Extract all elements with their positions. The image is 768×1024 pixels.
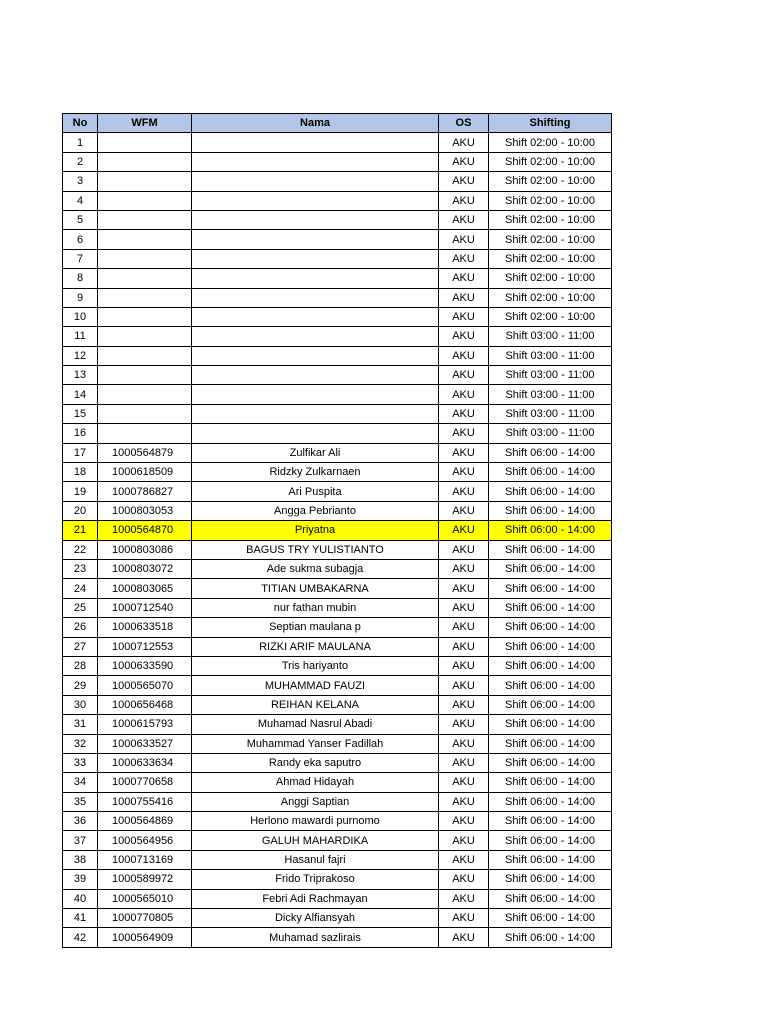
cell-wfm: 1000565010	[98, 889, 192, 908]
cell-os: AKU	[439, 676, 489, 695]
cell-shifting: Shift 06:00 - 14:00	[489, 773, 612, 792]
cell-wfm	[98, 327, 192, 346]
table-row	[63, 676, 612, 695]
cell-no: 14	[63, 385, 98, 404]
cell-shifting: Shift 02:00 - 10:00	[489, 210, 612, 229]
table-row	[63, 889, 612, 908]
cell-wfm	[98, 366, 192, 385]
cell-shifting: Shift 03:00 - 11:00	[489, 327, 612, 346]
cell-no: 30	[63, 695, 98, 714]
cell-wfm	[98, 307, 192, 326]
cell-nama: Zulfikar Ali	[192, 443, 439, 462]
cell-no: 15	[63, 404, 98, 423]
table-body	[63, 133, 612, 947]
cell-nama	[192, 269, 439, 288]
cell-nama	[192, 172, 439, 191]
cell-nama: RIZKI ARIF MAULANA	[192, 637, 439, 656]
cell-no: 28	[63, 656, 98, 675]
cell-no: 23	[63, 559, 98, 578]
cell-shifting: Shift 06:00 - 14:00	[489, 598, 612, 617]
cell-nama	[192, 191, 439, 210]
cell-wfm: 1000712540	[98, 598, 192, 617]
cell-shifting: Shift 06:00 - 14:00	[489, 928, 612, 947]
cell-wfm: 1000564879	[98, 443, 192, 462]
cell-wfm: 1000633634	[98, 753, 192, 772]
table-row	[63, 870, 612, 889]
cell-os: AKU	[439, 928, 489, 947]
cell-nama	[192, 249, 439, 268]
cell-os: AKU	[439, 734, 489, 753]
cell-shifting: Shift 02:00 - 10:00	[489, 249, 612, 268]
cell-shifting: Shift 06:00 - 14:00	[489, 831, 612, 850]
cell-wfm: 1000565070	[98, 676, 192, 695]
cell-shifting: Shift 06:00 - 14:00	[489, 443, 612, 462]
table-row	[63, 579, 612, 598]
table-row	[63, 637, 612, 656]
cell-shifting: Shift 06:00 - 14:00	[489, 463, 612, 482]
cell-nama: Muhamad Nasrul Abadi	[192, 715, 439, 734]
cell-no: 4	[63, 191, 98, 210]
table-row	[63, 656, 612, 675]
cell-nama	[192, 133, 439, 152]
cell-shifting: Shift 06:00 - 14:00	[489, 850, 612, 869]
table-row	[63, 443, 612, 462]
table-row	[63, 346, 612, 365]
table-row	[63, 230, 612, 249]
cell-no: 20	[63, 501, 98, 520]
cell-nama	[192, 230, 439, 249]
shift-schedule-table	[62, 113, 612, 948]
cell-os: AKU	[439, 133, 489, 152]
cell-wfm: 1000803086	[98, 540, 192, 559]
cell-wfm	[98, 210, 192, 229]
cell-os: AKU	[439, 443, 489, 462]
cell-shifting: Shift 06:00 - 14:00	[489, 792, 612, 811]
cell-wfm: 1000633590	[98, 656, 192, 675]
table-row	[63, 521, 612, 540]
cell-no: 40	[63, 889, 98, 908]
cell-no: 38	[63, 850, 98, 869]
table-row	[63, 307, 612, 326]
cell-os: AKU	[439, 269, 489, 288]
cell-os: AKU	[439, 404, 489, 423]
cell-shifting: Shift 02:00 - 10:00	[489, 230, 612, 249]
cell-nama	[192, 152, 439, 171]
cell-shifting: Shift 06:00 - 14:00	[489, 889, 612, 908]
cell-no: 24	[63, 579, 98, 598]
cell-wfm: 1000589972	[98, 870, 192, 889]
cell-no: 7	[63, 249, 98, 268]
cell-os: AKU	[439, 812, 489, 831]
cell-no: 1	[63, 133, 98, 152]
cell-wfm: 1000770805	[98, 909, 192, 928]
table-row	[63, 424, 612, 443]
cell-nama	[192, 210, 439, 229]
cell-no: 12	[63, 346, 98, 365]
cell-shifting: Shift 02:00 - 10:00	[489, 307, 612, 326]
cell-nama: Herlono mawardi purnomo	[192, 812, 439, 831]
header-nama: Nama	[192, 114, 439, 133]
cell-no: 17	[63, 443, 98, 462]
cell-os: AKU	[439, 773, 489, 792]
cell-nama	[192, 366, 439, 385]
cell-shifting: Shift 03:00 - 11:00	[489, 346, 612, 365]
cell-nama	[192, 385, 439, 404]
table-row	[63, 269, 612, 288]
cell-wfm	[98, 404, 192, 423]
table-row	[63, 482, 612, 501]
cell-nama: Angga Pebrianto	[192, 501, 439, 520]
table-row	[63, 928, 612, 947]
table-row	[63, 618, 612, 637]
cell-shifting: Shift 06:00 - 14:00	[489, 909, 612, 928]
cell-os: AKU	[439, 424, 489, 443]
table-row	[63, 753, 612, 772]
cell-wfm: 1000564870	[98, 521, 192, 540]
cell-shifting: Shift 06:00 - 14:00	[489, 870, 612, 889]
table-row	[63, 715, 612, 734]
table-row	[63, 210, 612, 229]
cell-os: AKU	[439, 870, 489, 889]
cell-no: 25	[63, 598, 98, 617]
cell-nama	[192, 424, 439, 443]
cell-nama: GALUH MAHARDIKA	[192, 831, 439, 850]
cell-no: 26	[63, 618, 98, 637]
cell-os: AKU	[439, 385, 489, 404]
table-row	[63, 501, 612, 520]
cell-no: 41	[63, 909, 98, 928]
cell-shifting: Shift 06:00 - 14:00	[489, 540, 612, 559]
cell-wfm	[98, 191, 192, 210]
cell-nama: Ade sukma subagja	[192, 559, 439, 578]
cell-wfm: 1000712553	[98, 637, 192, 656]
cell-no: 2	[63, 152, 98, 171]
cell-shifting: Shift 06:00 - 14:00	[489, 559, 612, 578]
cell-nama: Muhamad sazlirais	[192, 928, 439, 947]
cell-wfm	[98, 424, 192, 443]
cell-wfm: 1000656468	[98, 695, 192, 714]
cell-no: 29	[63, 676, 98, 695]
cell-os: AKU	[439, 753, 489, 772]
cell-os: AKU	[439, 618, 489, 637]
cell-nama: MUHAMMAD FAUZI	[192, 676, 439, 695]
header-wfm: WFM	[98, 114, 192, 133]
cell-wfm	[98, 152, 192, 171]
cell-wfm: 1000564869	[98, 812, 192, 831]
cell-no: 13	[63, 366, 98, 385]
cell-nama: Septian maulana p	[192, 618, 439, 637]
cell-nama: Anggi Saptian	[192, 792, 439, 811]
cell-os: AKU	[439, 559, 489, 578]
cell-wfm	[98, 385, 192, 404]
cell-shifting: Shift 06:00 - 14:00	[489, 676, 612, 695]
cell-nama: Frido Triprakoso	[192, 870, 439, 889]
table-row	[63, 773, 612, 792]
cell-os: AKU	[439, 463, 489, 482]
cell-wfm: 1000803065	[98, 579, 192, 598]
table-row	[63, 404, 612, 423]
cell-wfm	[98, 269, 192, 288]
cell-wfm: 1000803072	[98, 559, 192, 578]
cell-shifting: Shift 06:00 - 14:00	[489, 579, 612, 598]
cell-no: 39	[63, 870, 98, 889]
cell-shifting: Shift 03:00 - 11:00	[489, 404, 612, 423]
cell-shifting: Shift 06:00 - 14:00	[489, 812, 612, 831]
cell-wfm: 1000615793	[98, 715, 192, 734]
cell-nama: Ahmad Hidayah	[192, 773, 439, 792]
cell-os: AKU	[439, 288, 489, 307]
cell-os: AKU	[439, 909, 489, 928]
cell-os: AKU	[439, 715, 489, 734]
table-row	[63, 831, 612, 850]
cell-no: 33	[63, 753, 98, 772]
cell-no: 32	[63, 734, 98, 753]
cell-wfm	[98, 172, 192, 191]
cell-shifting: Shift 02:00 - 10:00	[489, 133, 612, 152]
cell-nama: Priyatna	[192, 521, 439, 540]
header-shifting: Shifting	[489, 114, 612, 133]
table-row	[63, 734, 612, 753]
cell-no: 18	[63, 463, 98, 482]
cell-os: AKU	[439, 346, 489, 365]
table-header-row	[63, 114, 612, 133]
cell-shifting: Shift 06:00 - 14:00	[489, 734, 612, 753]
table-row	[63, 812, 612, 831]
cell-os: AKU	[439, 579, 489, 598]
cell-no: 36	[63, 812, 98, 831]
cell-nama: Febri Adi Rachmayan	[192, 889, 439, 908]
cell-wfm	[98, 133, 192, 152]
table-row	[63, 172, 612, 191]
cell-os: AKU	[439, 210, 489, 229]
cell-no: 22	[63, 540, 98, 559]
table-row	[63, 463, 612, 482]
cell-wfm	[98, 249, 192, 268]
cell-shifting: Shift 06:00 - 14:00	[489, 715, 612, 734]
cell-nama: Tris hariyanto	[192, 656, 439, 675]
cell-os: AKU	[439, 598, 489, 617]
table-row	[63, 909, 612, 928]
cell-os: AKU	[439, 327, 489, 346]
cell-no: 19	[63, 482, 98, 501]
cell-wfm: 1000755416	[98, 792, 192, 811]
cell-os: AKU	[439, 249, 489, 268]
cell-shifting: Shift 02:00 - 10:00	[489, 172, 612, 191]
table-row	[63, 598, 612, 617]
cell-wfm	[98, 288, 192, 307]
cell-shifting: Shift 03:00 - 11:00	[489, 385, 612, 404]
cell-no: 10	[63, 307, 98, 326]
cell-os: AKU	[439, 656, 489, 675]
table-row	[63, 850, 612, 869]
table-row	[63, 366, 612, 385]
table-row	[63, 559, 612, 578]
header-os: OS	[439, 114, 489, 133]
cell-os: AKU	[439, 637, 489, 656]
cell-os: AKU	[439, 230, 489, 249]
cell-nama: Randy eka saputro	[192, 753, 439, 772]
cell-shifting: Shift 06:00 - 14:00	[489, 501, 612, 520]
cell-nama: BAGUS TRY YULISTIANTO	[192, 540, 439, 559]
cell-os: AKU	[439, 889, 489, 908]
cell-os: AKU	[439, 172, 489, 191]
cell-nama: Hasanul fajri	[192, 850, 439, 869]
cell-wfm: 1000786827	[98, 482, 192, 501]
cell-shifting: Shift 02:00 - 10:00	[489, 191, 612, 210]
cell-shifting: Shift 06:00 - 14:00	[489, 753, 612, 772]
cell-no: 27	[63, 637, 98, 656]
cell-os: AKU	[439, 191, 489, 210]
header-no: No	[63, 114, 98, 133]
table-row	[63, 288, 612, 307]
table-row	[63, 152, 612, 171]
cell-os: AKU	[439, 482, 489, 501]
table-row	[63, 191, 612, 210]
cell-os: AKU	[439, 792, 489, 811]
cell-no: 37	[63, 831, 98, 850]
cell-os: AKU	[439, 831, 489, 850]
cell-no: 31	[63, 715, 98, 734]
cell-wfm: 1000633527	[98, 734, 192, 753]
cell-wfm: 1000803053	[98, 501, 192, 520]
cell-no: 8	[63, 269, 98, 288]
cell-nama	[192, 288, 439, 307]
cell-nama	[192, 327, 439, 346]
cell-shifting: Shift 06:00 - 14:00	[489, 656, 612, 675]
cell-nama	[192, 404, 439, 423]
cell-shifting: Shift 03:00 - 11:00	[489, 424, 612, 443]
cell-wfm	[98, 346, 192, 365]
cell-shifting: Shift 02:00 - 10:00	[489, 288, 612, 307]
cell-wfm: 1000618509	[98, 463, 192, 482]
cell-os: AKU	[439, 501, 489, 520]
cell-os: AKU	[439, 307, 489, 326]
cell-shifting: Shift 03:00 - 11:00	[489, 366, 612, 385]
cell-no: 21	[63, 521, 98, 540]
cell-nama: REIHAN KELANA	[192, 695, 439, 714]
cell-nama: Dicky Alfiansyah	[192, 909, 439, 928]
cell-no: 5	[63, 210, 98, 229]
table-row	[63, 792, 612, 811]
table-row	[63, 249, 612, 268]
cell-nama: Muhammad Yanser Fadillah	[192, 734, 439, 753]
cell-os: AKU	[439, 152, 489, 171]
cell-os: AKU	[439, 540, 489, 559]
table-row	[63, 133, 612, 152]
cell-shifting: Shift 06:00 - 14:00	[489, 618, 612, 637]
cell-nama	[192, 346, 439, 365]
cell-no: 42	[63, 928, 98, 947]
cell-no: 11	[63, 327, 98, 346]
cell-wfm: 1000564956	[98, 831, 192, 850]
cell-nama: Ari Puspita	[192, 482, 439, 501]
cell-no: 35	[63, 792, 98, 811]
cell-shifting: Shift 06:00 - 14:00	[489, 482, 612, 501]
cell-wfm: 1000713169	[98, 850, 192, 869]
cell-os: AKU	[439, 521, 489, 540]
cell-wfm	[98, 230, 192, 249]
table-row	[63, 385, 612, 404]
cell-nama: Ridzky Zulkarnaen	[192, 463, 439, 482]
cell-no: 3	[63, 172, 98, 191]
cell-no: 34	[63, 773, 98, 792]
cell-shifting: Shift 06:00 - 14:00	[489, 695, 612, 714]
cell-shifting: Shift 02:00 - 10:00	[489, 269, 612, 288]
table-row	[63, 327, 612, 346]
cell-nama: nur fathan mubin	[192, 598, 439, 617]
cell-no: 16	[63, 424, 98, 443]
cell-no: 9	[63, 288, 98, 307]
cell-shifting: Shift 02:00 - 10:00	[489, 152, 612, 171]
cell-nama	[192, 307, 439, 326]
cell-os: AKU	[439, 695, 489, 714]
cell-wfm: 1000633518	[98, 618, 192, 637]
cell-os: AKU	[439, 366, 489, 385]
cell-shifting: Shift 06:00 - 14:00	[489, 521, 612, 540]
cell-no: 6	[63, 230, 98, 249]
cell-nama: TITIAN UMBAKARNA	[192, 579, 439, 598]
cell-os: AKU	[439, 850, 489, 869]
table-row	[63, 540, 612, 559]
table-row	[63, 695, 612, 714]
cell-shifting: Shift 06:00 - 14:00	[489, 637, 612, 656]
cell-wfm: 1000564909	[98, 928, 192, 947]
cell-wfm: 1000770658	[98, 773, 192, 792]
